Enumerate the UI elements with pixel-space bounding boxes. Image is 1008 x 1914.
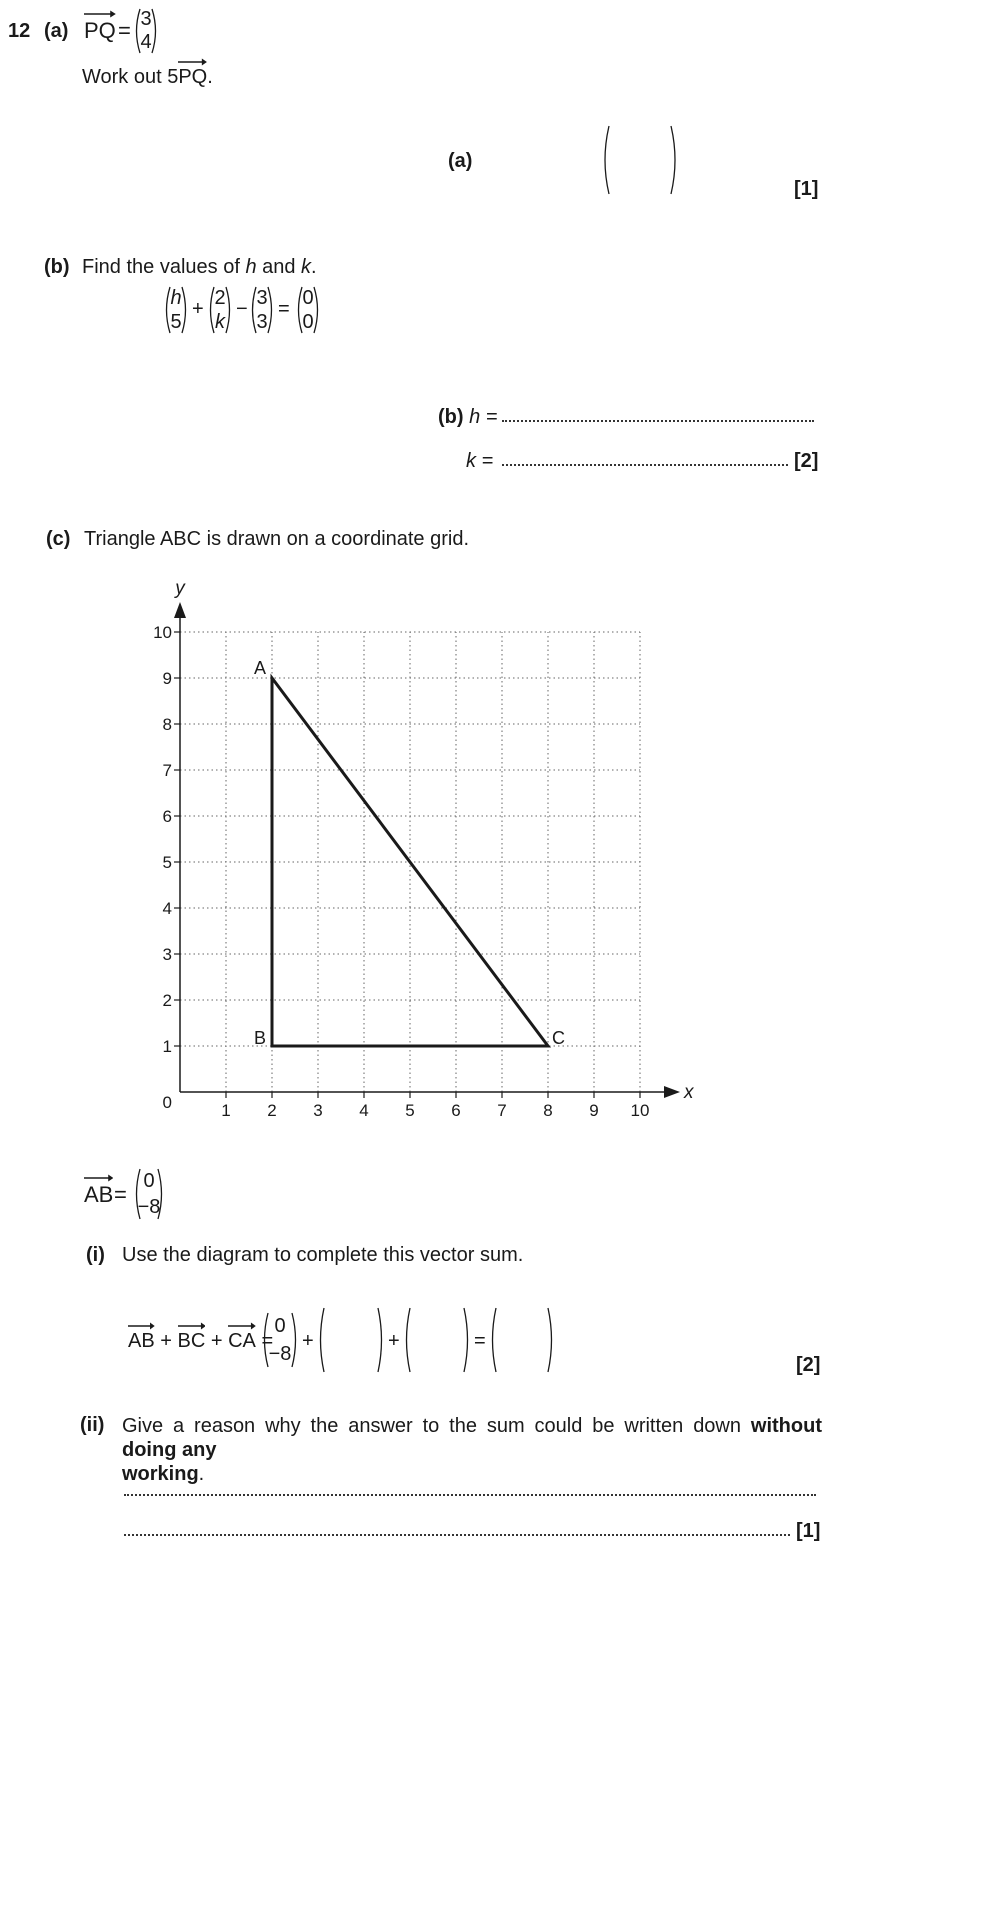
sub-i-marks: [2] — [796, 1354, 821, 1376]
y-tick-label: 5 — [162, 853, 172, 872]
y-tick-label: 7 — [162, 761, 172, 780]
part-a-instruction: Work out 5 PQ. — [82, 66, 213, 89]
y-tick-label: 10 — [153, 623, 172, 642]
pq-value-top: 3 — [140, 8, 152, 30]
part-a-answer-vector[interactable] — [600, 124, 680, 196]
part-a-label: (a) — [44, 20, 69, 42]
part-b-instruction: Find the values of h and k. — [82, 256, 317, 278]
x-tick-label: 8 — [543, 1101, 553, 1120]
x-tick-label: 2 — [267, 1101, 277, 1120]
sub-i-instruction: Use the diagram to complete this vector sum. — [122, 1244, 524, 1266]
x-tick-label: 7 — [497, 1101, 507, 1120]
ab-equals: = — [114, 1182, 127, 1207]
vertex-label-c: C — [552, 1028, 565, 1048]
part-b-equation — [162, 286, 332, 334]
sum-given-vector: 0 −8 — [262, 1312, 298, 1368]
equals-sign: = — [278, 298, 290, 320]
x-tick-label: 9 — [589, 1101, 599, 1120]
vector-sum-expression: AB + BC + CA = — [128, 1330, 273, 1353]
sub-ii-instruction: Give a reason why the answer to the sum could be written down without doing any working. — [122, 1415, 822, 1485]
vertex-label-a: A — [254, 658, 267, 678]
triangle-abc — [272, 678, 548, 1046]
part-a-answer-label: (a) — [448, 150, 473, 172]
origin-label: 0 — [162, 1093, 172, 1112]
x-tick-label: 1 — [221, 1101, 231, 1120]
plus-sign: + — [192, 298, 204, 320]
y-tick-label: 6 — [162, 807, 172, 826]
sub-i-label: (i) — [86, 1244, 105, 1266]
part-b-k-label: k = — [466, 450, 494, 472]
plus-sign: + — [388, 1330, 400, 1352]
coordinate-grid — [140, 570, 700, 1130]
x-tick-label: 10 — [630, 1101, 650, 1120]
part-a-marks: [1] — [794, 178, 819, 200]
ab-vector-name: AB — [84, 1182, 113, 1208]
equation-vector-3: 3 3 — [250, 286, 274, 334]
x-tick-label: 6 — [451, 1101, 461, 1120]
y-tick-label: 3 — [162, 945, 172, 964]
part-b-marks: [2] — [794, 450, 819, 472]
ab-column-vector: 0 −8 — [137, 1169, 161, 1218]
y-tick-label: 9 — [162, 669, 172, 688]
part-c-label: (c) — [46, 528, 71, 550]
y-tick-label: 4 — [162, 899, 172, 918]
plus-sign: + — [302, 1330, 314, 1352]
y-tick-label: 8 — [162, 715, 172, 734]
equation-vector-2: 2 k — [208, 286, 232, 334]
vector-pq-column — [134, 8, 158, 54]
x-tick-label: 5 — [405, 1101, 415, 1120]
equals-sign: = — [118, 18, 131, 43]
part-c-instruction: Triangle ABC is drawn on a coordinate grid. — [84, 528, 470, 550]
reason-answer-line-2[interactable] — [124, 1534, 790, 1536]
y-axis-arrow — [174, 602, 186, 618]
bc-answer-vector[interactable] — [316, 1306, 386, 1374]
minus-sign: − — [236, 298, 248, 320]
x-axis-label: x — [684, 1082, 694, 1103]
equals-sign: = — [474, 1330, 486, 1352]
ca-answer-vector[interactable] — [402, 1306, 472, 1374]
sub-ii-marks: [1] — [796, 1520, 821, 1542]
vector-pq: PQ — [84, 18, 116, 44]
sum-result-vector[interactable] — [488, 1306, 556, 1374]
vertex-label-b: B — [254, 1028, 267, 1048]
h-answer-line[interactable] — [502, 420, 814, 422]
y-axis-label: y — [175, 578, 185, 599]
equation-vector-1: h 5 — [164, 286, 188, 334]
pq-value-bottom: 4 — [140, 31, 152, 53]
reason-answer-line-1[interactable] — [124, 1494, 816, 1496]
y-tick-label: 1 — [162, 1037, 172, 1056]
part-b-label: (b) — [44, 256, 70, 278]
vector-pq-name — [84, 18, 116, 44]
x-tick-label: 3 — [313, 1101, 323, 1120]
part-b-h-answer: (b) h = — [438, 406, 498, 428]
k-answer-line[interactable] — [502, 464, 788, 466]
x-axis-arrow — [664, 1086, 680, 1098]
x-tick-label: 4 — [359, 1101, 369, 1120]
y-tick-label: 2 — [162, 991, 172, 1010]
question-number: 12 — [8, 20, 31, 42]
sub-ii-label: (ii) — [80, 1414, 105, 1436]
equation-vector-4: 0 0 — [296, 286, 320, 334]
